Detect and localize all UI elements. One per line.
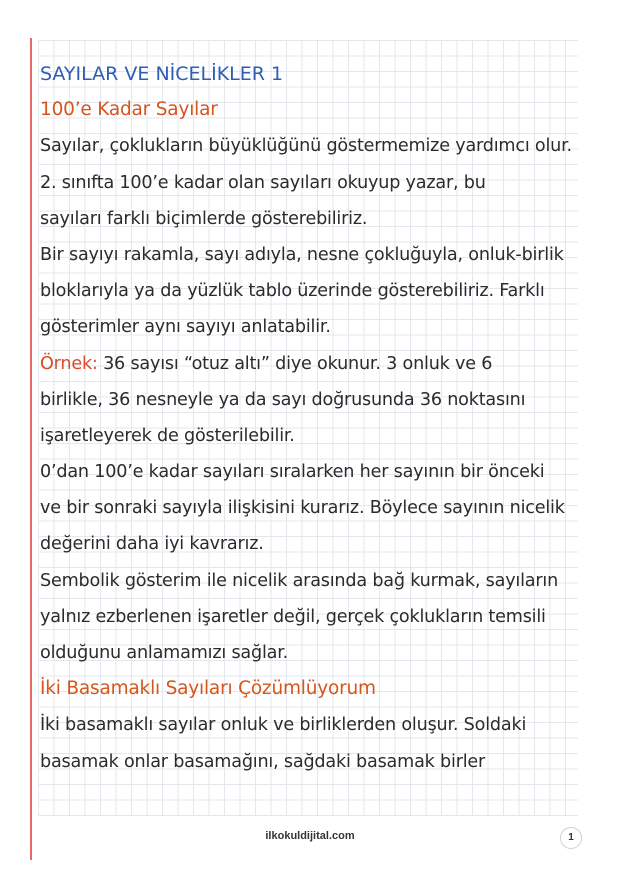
section-heading-iki-basamakli: İki Basamaklı Sayıları Çözümlüyorum xyxy=(40,678,376,700)
right-margin xyxy=(578,0,620,880)
paragraph-line: İki basamaklı sayılar onluk ve birliklerden oluşur. Soldaki xyxy=(40,715,527,736)
footer-site-name: ilkokuldijital.com xyxy=(265,830,355,842)
bottom-margin xyxy=(0,816,620,880)
example-text: 36 sayısı “otuz altı” diye okunur. 3 onluk ve 6 xyxy=(97,353,493,374)
paragraph-line: Sayılar, çoklukların büyüklüğünü göstermemize yardımcı olur. xyxy=(40,136,572,157)
paragraph-line: gösterimler aynı sayıyı anlatabilir. xyxy=(40,317,331,338)
paragraph-line: basamak onlar basamağını, sağdaki basamak birler xyxy=(40,751,486,772)
paragraph-line: Bir sayıyı rakamla, sayı adıyla, nesne çokluğuyla, onluk-birlik xyxy=(40,244,564,265)
paragraph-line: yalnız ezberlenen işaretler değil, gerçek çoklukların temsili xyxy=(40,606,546,627)
paragraph-line: sayıları farklı biçimlerde gösterebiliriz. xyxy=(40,208,368,229)
page-content xyxy=(40,56,570,780)
top-margin xyxy=(0,0,620,40)
paragraph-line: ve bir sonraki sayıyla ilişkisini kurarız. Böylece sayının nicelik xyxy=(40,498,565,519)
example-line xyxy=(40,346,570,382)
paragraph-line: 0’dan 100’e kadar sayıları sıralarken her sayının bir önceki xyxy=(40,462,545,483)
example-line: birlikle, 36 nesneyle ya da sayı doğrusunda 36 noktasını xyxy=(40,389,526,410)
left-margin xyxy=(0,0,38,880)
paragraph-line: değerini daha iyi kavrarız. xyxy=(40,534,264,555)
paragraph-line: 2. sınıfta 100’e kadar olan sayıları okuyup yazar, bu xyxy=(40,172,486,193)
example-line: işaretleyerek de gösterilebilir. xyxy=(40,425,295,446)
section-heading-100: 100’e Kadar Sayılar xyxy=(40,99,218,121)
paragraph-line: bloklarıyla ya da yüzlük tablo üzerinde gösterebiliriz. Farklı xyxy=(40,281,545,302)
paragraph-line: Sembolik gösterim ile nicelik arasında bağ kurmak, sayıların xyxy=(40,570,559,591)
page-title: SAYILAR VE NİCELİKLER 1 xyxy=(40,63,284,85)
example-label: Örnek: xyxy=(40,353,98,374)
paragraph-line: olduğunu anlamamızı sağlar. xyxy=(40,643,289,663)
page-number-badge: 1 xyxy=(560,827,582,849)
red-margin-line xyxy=(30,38,32,860)
